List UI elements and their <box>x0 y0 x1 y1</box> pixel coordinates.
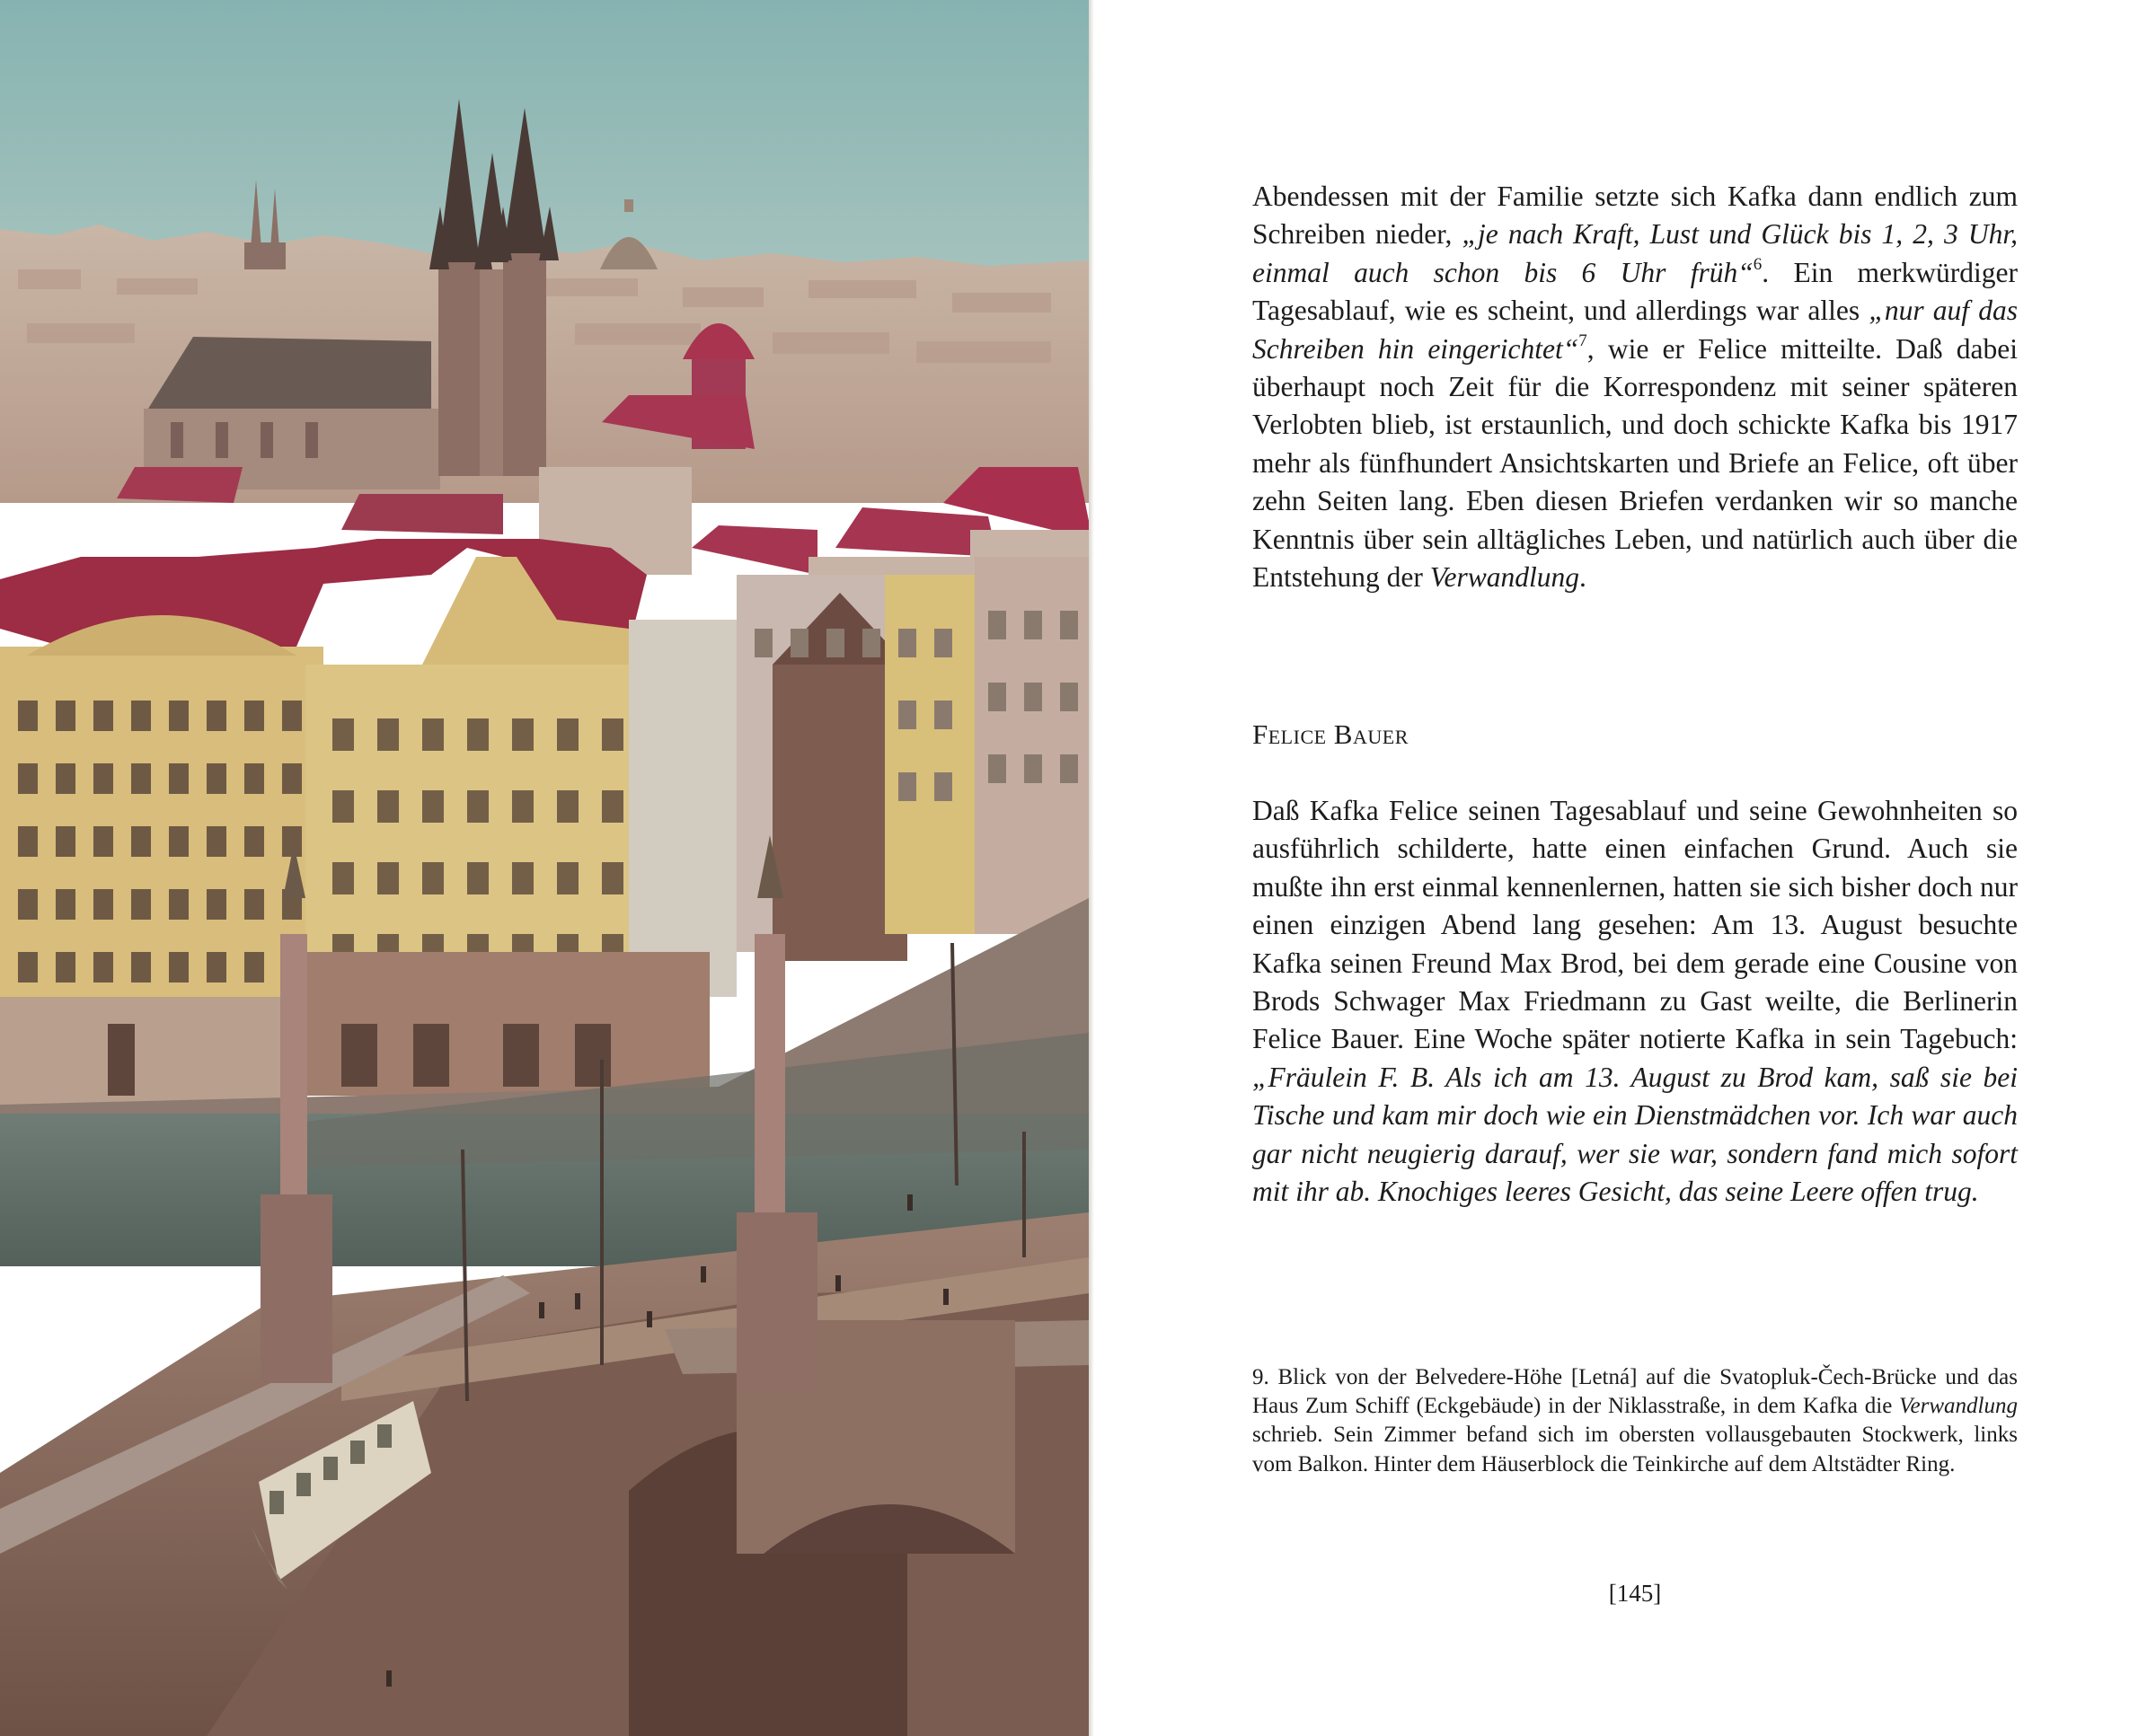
footnote-marker: 6 <box>1753 255 1763 275</box>
text-run: . Ein merkwürdiger Tagesablauf, wie es scheint, und allerdings war alles <box>1252 256 2018 327</box>
text-run: 9. Blick von der Belvedere-Höhe [Letná] auf die Svatopluk-Čech-Brücke und das Haus Zum Schiff (Eckgebäude) in der Niklasstraße, in dem Kafka die <box>1252 1365 2018 1419</box>
page-number: [145] <box>1608 1580 1662 1607</box>
text-run: Abendessen mit der Familie setzte sich Kafka dann endlich zum Schreiben nieder, <box>1252 181 2018 251</box>
column-right <box>755 934 785 1221</box>
church-tower-left <box>438 260 480 476</box>
italic-run: Verwandlung <box>1429 561 1579 594</box>
church-tower-right <box>503 251 546 476</box>
italic-run: Verwandlung <box>1899 1394 2018 1419</box>
italic-run: „nur auf das Schreiben hin eingerichtet“ <box>1252 295 2018 365</box>
text-run: schrieb. Sein Zimmer befand sich im obersten vollausgebauten Stockwerk, links vom Balkon. Hinter dem Häuserblock die Teinkirche auf dem Altstädter Ring. <box>1252 1423 2018 1476</box>
text-run: Daß Kafka Felice seinen Tagesablauf und seine Gewohnheiten so ausführlich schilderte, hatte einen einfachen Grund. Auch sie mußte ihn erst einmal kennenlernen, hatten sie sich bisher doch nur einen einzigen Abend lang gesehen: Am 13. August besuchte Kafka seinen Freund Max Brod, bei dem gerade eine Cousine von Brods Schwager Max Friedmann zu Gast weilte, die Berlinerin Felice Bauer. Eine Woche später notierte Kafka in sein Tagebuch: <box>1252 795 2018 1055</box>
church-roof <box>148 337 431 413</box>
text-run: , wie er Felice mitteilte. Daß dabei überhaupt noch Zeit für die Korrespondenz mit seiner späteren Verlobten blieb, ist erstaunlich, und doch schickte Kafka bis 1917 mehr als fünfhundert Ansichtskarten und Briefe an Felice, oft über zehn Seiten lang. Eben diesen Briefen verdanken wir so manche Kenntnis über sein alltägliches Leben, und natürlich auch über die Entstehung der <box>1252 332 2018 594</box>
text-run: . <box>1578 561 1586 594</box>
block-facade-right <box>629 620 737 997</box>
body-paragraph-2 <box>1252 792 2018 1211</box>
italic-run: „Fräulein F. B. Als ich am 13. August zu Brod kam, saß sie bei Tische und kam mir doch wie ein Dienstmädchen vor. Ich war auch gar nicht neugierig darauf, wer sie war, sondern fand mich sofort mit ihr ab. Knochiges leeres Gesicht, das seine Leere offen trug. <box>1252 1061 2018 1208</box>
footnote-marker: 7 <box>1578 331 1587 351</box>
figure-caption <box>1252 1363 2018 1479</box>
sky <box>0 0 1089 269</box>
body-paragraph-1 <box>1252 178 2018 596</box>
book-gutter <box>1089 0 1094 1736</box>
column-left <box>280 934 307 1203</box>
block-facade-left <box>0 647 323 1006</box>
ground-floor-left <box>0 997 305 1105</box>
italic-run: „je nach Kraft, Lust und Glück bis 1, 2, 3 Uhr, einmal auch schon bis 6 Uhr früh“ <box>1252 218 2018 288</box>
text-page <box>1252 0 2018 1736</box>
section-heading: Felice Bauer <box>1252 718 1409 750</box>
